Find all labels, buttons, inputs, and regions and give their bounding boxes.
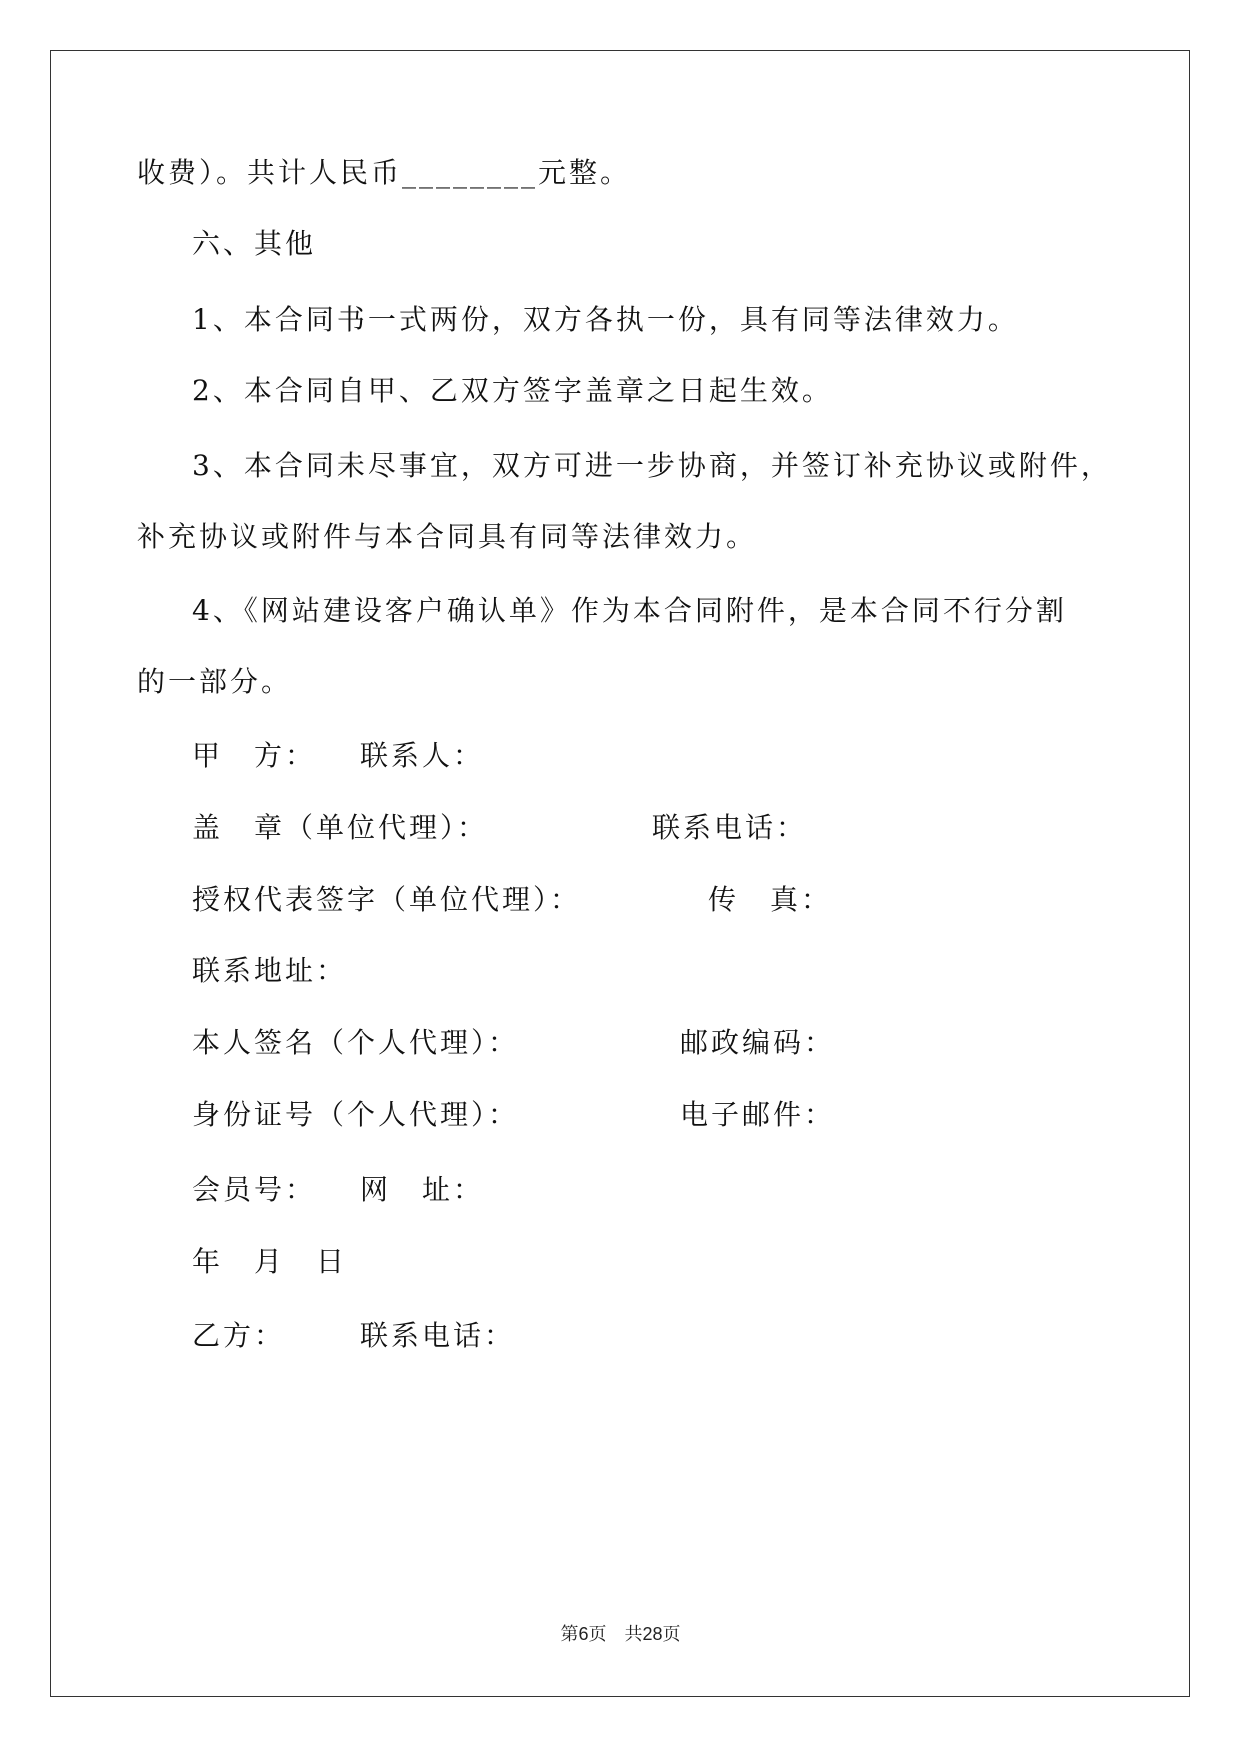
paragraph-fee-total: 收费）。共计人民币________元整。 [137, 156, 632, 189]
clause-1: 1、本合同书一式两份，双方各执一份，具有同等法律效力。 [192, 303, 1019, 336]
party-a-email: 电子邮件： [680, 1098, 836, 1131]
clause-3-line-2: 补充协议或附件与本合同具有同等法律效力。 [137, 520, 758, 553]
party-a-fax: 传 真： [708, 883, 833, 916]
party-a-phone: 联系电话： [652, 811, 808, 844]
party-a-date: 年 月 日 [192, 1245, 348, 1278]
page-footer [0, 1622, 1241, 1647]
party-a-personal-signature: 本人签名（个人代理）： [192, 1026, 520, 1059]
party-b-label: 乙方： [192, 1319, 286, 1352]
party-a-contact-person: 联系人： [360, 739, 485, 772]
footer-page-number: 6 [578, 1624, 589, 1644]
party-a-address: 联系地址： [192, 954, 348, 987]
footer-page-prefix: 第 [560, 1624, 579, 1645]
footer-total-pages: 28 [642, 1624, 663, 1644]
clause-4-line-2: 的一部分。 [137, 665, 293, 698]
party-a-member-no: 会员号： [192, 1173, 317, 1206]
clause-4-line-1: 4、《网站建设客户确认单》作为本合同附件，是本合同不行分割 [192, 594, 1067, 627]
party-a-authorized-signature: 授权代表签字（单位代理）： [192, 883, 582, 916]
clause-3-line-1: 3、本合同未尽事宜，双方可进一步协商，并签订补充协议或附件， [192, 449, 1112, 482]
party-a-postal-code: 邮政编码： [680, 1026, 836, 1059]
party-a-id-number: 身份证号（个人代理）： [192, 1098, 520, 1131]
party-a-seal: 盖 章（单位代理）： [192, 811, 489, 844]
section-heading-other: 六、其他 [192, 227, 317, 260]
party-a-label: 甲 方： [192, 739, 317, 772]
clause-2: 2、本合同自甲、乙双方签字盖章之日起生效。 [192, 374, 833, 407]
party-a-website: 网 址： [360, 1173, 485, 1206]
party-b-phone: 联系电话： [360, 1319, 516, 1352]
page-border [50, 50, 1190, 1697]
footer-total-suffix: 页 [662, 1624, 681, 1645]
footer-total-prefix: 共 [624, 1624, 643, 1645]
footer-page-suffix: 页 [588, 1624, 607, 1645]
